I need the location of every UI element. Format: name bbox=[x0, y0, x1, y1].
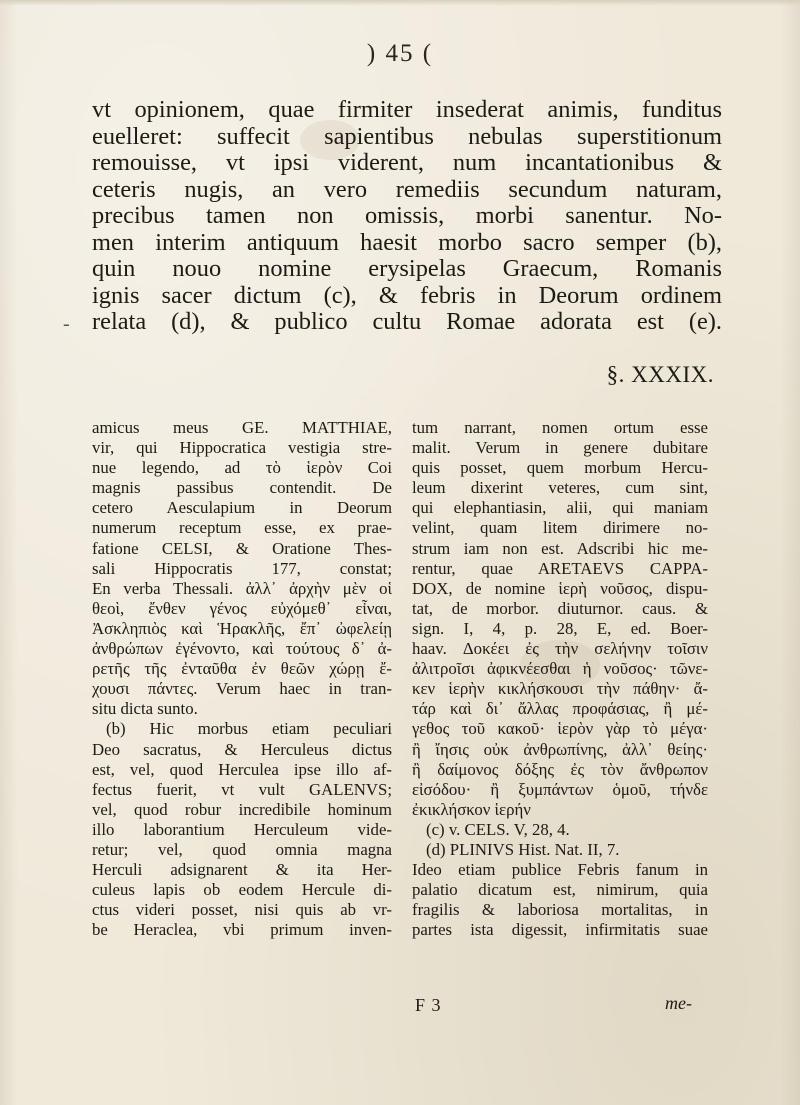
footnote-line: nue legendo, ad τὸ ἱερὸν Coi bbox=[92, 458, 392, 478]
footnote-line: cetero Aesculapium in Deorum bbox=[92, 498, 392, 518]
section-heading: §. XXXIX. bbox=[606, 362, 714, 387]
footnote-line: Ideo etiam publice Febris fanum in bbox=[412, 860, 708, 880]
footnote-column-left bbox=[92, 418, 392, 940]
main-text-block bbox=[92, 97, 722, 336]
footnote-line: culeus lapis ob eodem Hercule di- bbox=[92, 880, 392, 900]
page-edge bbox=[0, 0, 800, 6]
catchword: me- bbox=[665, 993, 692, 1013]
footnote-line: τάρ καὶ δι᾽ ἄλλας προφάσιας, ἢ μέ- bbox=[412, 699, 708, 719]
footnote-line: illo laborantium Herculeum vide- bbox=[92, 819, 392, 839]
footnote-line: θεοὶ, ἔνθεν γένος εὐχόμεθ᾽ εἶναι, bbox=[92, 598, 392, 618]
footnote-line: retur; vel, quod omnia magna bbox=[92, 839, 392, 859]
footnote-line: amicus meus GE. MATTHIAE, bbox=[92, 418, 392, 437]
footnote-line: Deo sacratus, & Herculeus dictus bbox=[92, 739, 392, 759]
main-text-line: precibus tamen non omissis, morbi sanentur. No- bbox=[92, 202, 722, 229]
footnote-line: ἢ ἴησις οὐκ ἀνθρωπίνης, ἀλλ᾽ θείης· bbox=[412, 739, 708, 759]
main-text-line: relata (d), & publico cultu Romae adorata est (e). bbox=[92, 308, 722, 335]
footnote-line: fragilis & laboriosa mortalitas, in bbox=[412, 900, 708, 920]
footnote-line: fectus fuerit, vt vult GALENVS; bbox=[92, 779, 392, 799]
footnote-line: haav. Δοκέει ἐς τὴν σελήνην τοῖσιν bbox=[412, 639, 708, 659]
footnote-line: malit. Verum in genere dubitare bbox=[412, 438, 708, 458]
footnote-line: Herculi adsignarent & ita Her- bbox=[92, 860, 392, 880]
footnote-line: sali Hippocratis 177, constat; bbox=[92, 558, 392, 578]
footnote-line: velint, quam litem dirimere no- bbox=[412, 518, 708, 538]
footnote-line: Ἀσκληπιὸς καὶ Ἡρακλῆς, ἔπ᾽ ὠφελείῃ bbox=[92, 618, 392, 638]
footnote-line: palatio dicatum est, nimirum, quia bbox=[412, 880, 708, 900]
footnote-line: rentur, quae ARETAEVS CAPPA- bbox=[412, 558, 708, 578]
main-text-line: men interim antiquum haesit morbo sacro semper (b), bbox=[92, 228, 722, 256]
footnote-line: κεν ἱερὴν κικλήσκουσι τὴν πάθην· ἄ- bbox=[412, 679, 708, 699]
main-text-line: remouisse, vt ipsi viderent, num incantationibus & bbox=[92, 149, 722, 176]
footnote-line: γεθος τοῦ κακοῦ· ἱερὸν γὰρ τὸ μέγα· bbox=[412, 719, 708, 739]
main-text-line: vt opinionem, quae firmiter insederat animis, funditus bbox=[92, 96, 722, 123]
footnote-line: vir, qui Hippocratica vestigia stre- bbox=[92, 438, 392, 458]
footnote-line: magnis passibus contendit. De bbox=[92, 478, 392, 498]
footnote-line: ἀνθρώπων ἐγένοντο, καὶ τούτους δ᾽ ἀ- bbox=[92, 639, 392, 659]
footnote-line: (b) Hic morbus etiam peculiari bbox=[106, 719, 392, 739]
footnote-column-right bbox=[412, 418, 708, 940]
footnote-line: be Heraclea, vbi primum inven- bbox=[92, 920, 392, 940]
footnote-line: est, vel, quod Herculea ipse illo af- bbox=[92, 759, 392, 779]
footnote-line: (c) v. CELS. V, 28, 4. bbox=[426, 819, 570, 839]
footnote-line: partes ista digessit, infirmitatis suae bbox=[412, 920, 708, 940]
footnote-line: En verba Thessali. ἀλλ᾽ ἀρχὴν μὲν οἱ bbox=[92, 578, 392, 598]
main-text-line: euelleret: suffecit sapientibus nebulas superstitionum bbox=[92, 122, 722, 150]
footnote-line: numerum receptum esse, ex prae- bbox=[92, 518, 392, 538]
footnote-line: ἀλιτροῖσι ἀφικνέεσθαι ἡ νοῦσος· τῶνε- bbox=[412, 659, 708, 679]
footnote-line: tat, de morbor. diuturnor. caus. & bbox=[412, 598, 708, 618]
main-text-line: quin nouo nomine erysipelas Graecum, Romanis bbox=[92, 255, 722, 282]
footnote-line: situ dicta sunto. bbox=[92, 699, 198, 719]
margin-mark: - bbox=[63, 313, 70, 335]
footnote-line: ctus videri posset, nisi quis ab vr- bbox=[92, 900, 392, 920]
footnote-line: quis posset, quem morbum Hercu- bbox=[412, 458, 708, 478]
footnote-line: ρετῆς τῆς ἐνταῦθα ἐν θεῶν χώρῃ ἔ- bbox=[92, 659, 392, 679]
footnote-line: DOX, de nomine ἱερὴ νοῦσος, dispu- bbox=[412, 578, 708, 598]
footnote-line: χουσι πάντες. Verum haec in tran- bbox=[92, 679, 392, 699]
footnote-line: sign. I, 4, p. 28, E, ed. Boer- bbox=[412, 618, 708, 638]
footnote-line: qui elephantiasin, alii, qui maniam bbox=[412, 498, 708, 518]
main-text-line: ignis sacer dictum (c), & febris in Deorum ordinem bbox=[92, 281, 722, 309]
footnote-line: vel, quod robur incredibile hominum bbox=[92, 799, 392, 819]
footnote-line: tum narrant, nomen ortum esse bbox=[412, 418, 708, 437]
footnote-line: εἰσόδου· ἢ ξυμπάντων ὁμοῦ, τήνδε bbox=[412, 779, 708, 799]
footnote-line: ἐκικλήσκον ἱερήν bbox=[412, 799, 531, 819]
footnote-line: fatione CELSI, & Oratione Thes- bbox=[92, 538, 392, 558]
footnote-line: (d) PLINIVS Hist. Nat. II, 7. bbox=[426, 839, 620, 859]
signature-mark: F 3 bbox=[415, 995, 442, 1015]
footnote-line: leum dixerint veteres, cum sint, bbox=[412, 478, 708, 498]
footnote-line: ἢ δαίμονος δόξης ἐς τὸν ἄνθρωπον bbox=[412, 759, 708, 779]
page-number: ) 45 ( bbox=[366, 40, 434, 67]
footnote-line: strum iam non est. Adscribi hic me- bbox=[412, 538, 708, 558]
main-text-line: ceteris nugis, an vero remediis secundum naturam, bbox=[92, 175, 722, 203]
